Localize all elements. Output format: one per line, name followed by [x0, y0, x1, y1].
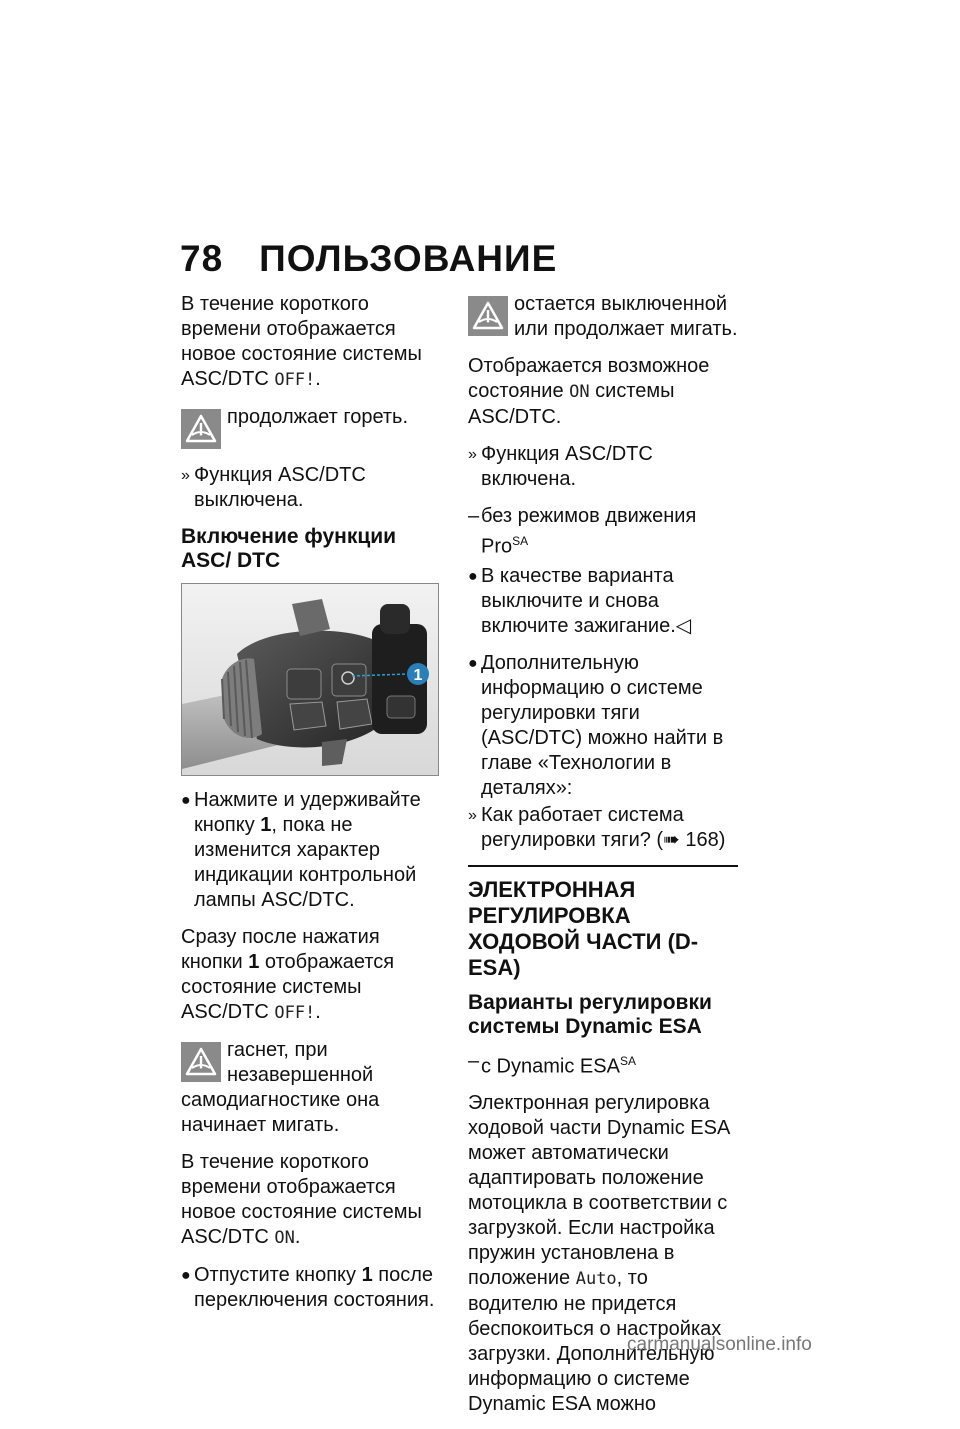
page-ref-arrow-icon: ➠: [663, 828, 680, 851]
dash-icon: –: [468, 1049, 480, 1072]
warning-note: [181, 405, 439, 451]
bullet-item: ● Нажмите и удерживайте кнопку 1, пока не изменится характер индикации контрольной лампы ASC/DTC.: [181, 789, 421, 911]
condition-line: – без режимов движения Pro$^{SA}$: [468, 505, 697, 558]
warning-lamp-icon: [181, 1042, 221, 1082]
page-number: 78: [180, 238, 224, 279]
bullet-item: ● В качестве варианта выключите и снова включите зажигание.◁: [468, 564, 692, 637]
bullet-item: ● Дополнительную информацию о системе регулировки тяги (ASC/DTC) можно найти в главе «Технологии в деталях»:: [468, 651, 724, 799]
warning-text: гаснет, при незавершенной самодиагностике она начинает мигать.: [181, 1039, 380, 1136]
subheading: Варианты регулировки системы Dynamic ESA: [468, 990, 712, 1038]
status-code: Auto: [575, 1269, 617, 1290]
warning-lamp-icon: [468, 296, 508, 336]
warning-note: [181, 1038, 439, 1138]
page-header: [180, 238, 557, 280]
status-code: OFF!: [274, 1003, 316, 1023]
bullet-item: ● Отпустите кнопку 1 после переключения состояния.: [181, 1264, 435, 1311]
warning-note: [468, 292, 738, 342]
result-arrow-icon: »: [468, 806, 477, 824]
right-column: [468, 292, 738, 1429]
paragraph: Сразу после нажатия кнопки 1 отображается состояние системы ASC/DTC OFF!.: [181, 926, 395, 1023]
warning-text: остается выключенной или продолжает мигать.: [514, 293, 738, 340]
warning-text: продолжает гореть.: [227, 406, 409, 428]
warning-lamp-icon: [181, 409, 221, 449]
cross-reference[interactable]: » Как работает система регулировки тяги? (➠ 168): [468, 803, 726, 851]
handlebar-switch-photo: [181, 583, 439, 776]
status-code: ON: [569, 382, 590, 402]
subheading: Включение функции ASC/ DTC: [181, 525, 397, 572]
callout-number: 1: [413, 667, 423, 684]
paragraph: В течение короткого времени отображается новое состояние системы ASC/DTC OFF!.: [181, 293, 422, 390]
paragraph: В течение короткого времени отображается новое состояние системы ASC/DTC ON.: [181, 1151, 422, 1248]
condition-line: – с Dynamic $ESA^{SA}$: [468, 1049, 636, 1078]
status-code: OFF!: [274, 370, 316, 390]
paragraph: Отображается возможное состояние ON системы ASC/DTC.: [468, 355, 710, 428]
bullet-icon: ●: [181, 1267, 191, 1284]
dash-icon: –: [468, 505, 480, 527]
result-arrow-icon: »: [468, 446, 477, 463]
bullet-icon: ●: [468, 567, 478, 585]
left-column: [181, 292, 439, 1325]
section-divider: [468, 865, 738, 867]
special-equipment-mark: SA: [512, 534, 529, 548]
result-item: » Функция ASC/DTC выключена.: [181, 464, 366, 511]
section-heading: ЭЛЕКТРОННАЯ РЕГУЛИРОВКА ХОДОВОЙ ЧАСТИ (D-ESA): [468, 876, 699, 980]
section-title: ПОЛЬЗОВАНИЕ: [259, 238, 558, 279]
result-arrow-icon: »: [181, 467, 190, 484]
special-equipment-mark: SA: [619, 1053, 636, 1068]
paragraph: Электронная регулировка ходовой части Dynamic ESA может автоматически адаптировать положение мотоцикла в соответствии с загрузкой. Если настройка пружин установлена в положение Auto, то водителю не придется беспокоиться о настройках загрузки. Дополнительную информацию о системе Dynamic ESA можно: [468, 1092, 730, 1416]
bullet-icon: ●: [468, 654, 478, 672]
result-item: » Функция ASC/DTC включена.: [468, 443, 653, 490]
footer-watermark: carmanualsonline.info: [627, 1334, 812, 1355]
status-code: ON: [274, 1228, 295, 1248]
bullet-icon: ●: [181, 792, 191, 809]
